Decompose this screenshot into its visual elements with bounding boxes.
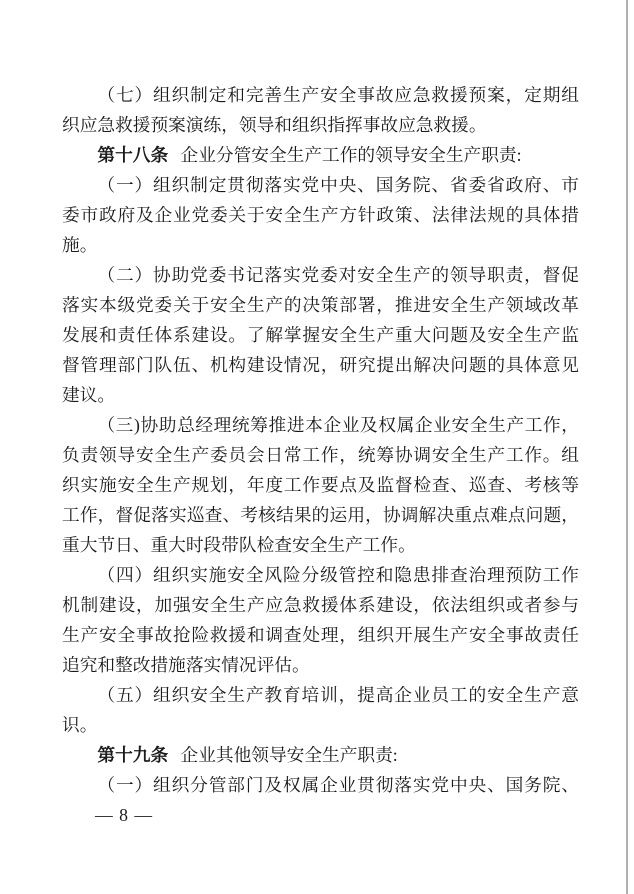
- article-number: 第十九条: [97, 745, 169, 765]
- article-heading-text: 企业其他领导安全生产职责:: [180, 745, 398, 765]
- document-body: [62, 80, 579, 800]
- text-line: （一）组织制定贯彻落实党中央、国务院、省委省政府、市: [97, 175, 579, 195]
- text-line: 督管理部门队伍、机构建设情况，研究提出解决问题的具体意见: [62, 355, 579, 375]
- text-line: 织应急救援预案演练，领导和组织指挥事故应急救援。: [62, 115, 487, 135]
- text-line: （一）组织分管部门及权属企业贯彻落实党中央、国务院、: [97, 775, 579, 795]
- text-line: 发展和责任体系建设。了解掌握安全生产重大问题及安全生产监: [62, 325, 579, 345]
- article-heading: [62, 740, 579, 770]
- text-line: 负责领导安全生产委员会日常工作，统筹协调安全生产工作。组: [62, 445, 579, 465]
- text-line: 工作，督促落实巡查、考核结果的运用，协调解决重点难点问题，: [62, 505, 579, 525]
- text-line: 织实施安全生产规划，年度工作要点及监督检查、巡查、考核等: [62, 475, 579, 495]
- text-line: 追究和整改措施落实情况评估。: [62, 655, 310, 675]
- text-line: （七）组织制定和完善生产安全事故应急救援预案，定期组: [97, 85, 579, 105]
- text-line: 建议。: [62, 385, 116, 405]
- article-heading-text: 企业分管安全生产工作的领导安全生产职责:: [180, 145, 522, 165]
- article-heading: [62, 140, 579, 170]
- text-line: （五）组织安全生产教育培训，提高企业员工的安全生产意: [97, 685, 579, 705]
- text-line: （二）协助党委书记落实党委对安全生产的领导职责，督促: [97, 265, 579, 285]
- text-line: （三)协助总经理统筹推进本企业及权属企业安全生产工作，: [97, 415, 579, 435]
- article-number: 第十八条: [97, 145, 169, 165]
- text-line: 施。: [62, 235, 98, 255]
- text-line: （四）组织实施安全风险分级管控和隐患排查治理预防工作: [97, 565, 579, 585]
- text-line: 识。: [62, 715, 98, 735]
- scan-edge-line: [626, 0, 628, 894]
- text-line: 委市政府及企业党委关于安全生产方针政策、法律法规的具体措: [62, 205, 579, 225]
- text-line: 落实本级党委关于安全生产的决策部署，推进安全生产领域改革: [62, 295, 579, 315]
- text-line: 生产安全事故抢险救援和调查处理，组织开展生产安全事故责任: [62, 625, 579, 645]
- page-number: — 8 —: [95, 805, 154, 825]
- text-line: 机制建设，加强安全生产应急救援体系建设，依法组织或者参与: [62, 595, 579, 615]
- text-line: 重大节日、重大时段带队检查安全生产工作。: [62, 535, 416, 555]
